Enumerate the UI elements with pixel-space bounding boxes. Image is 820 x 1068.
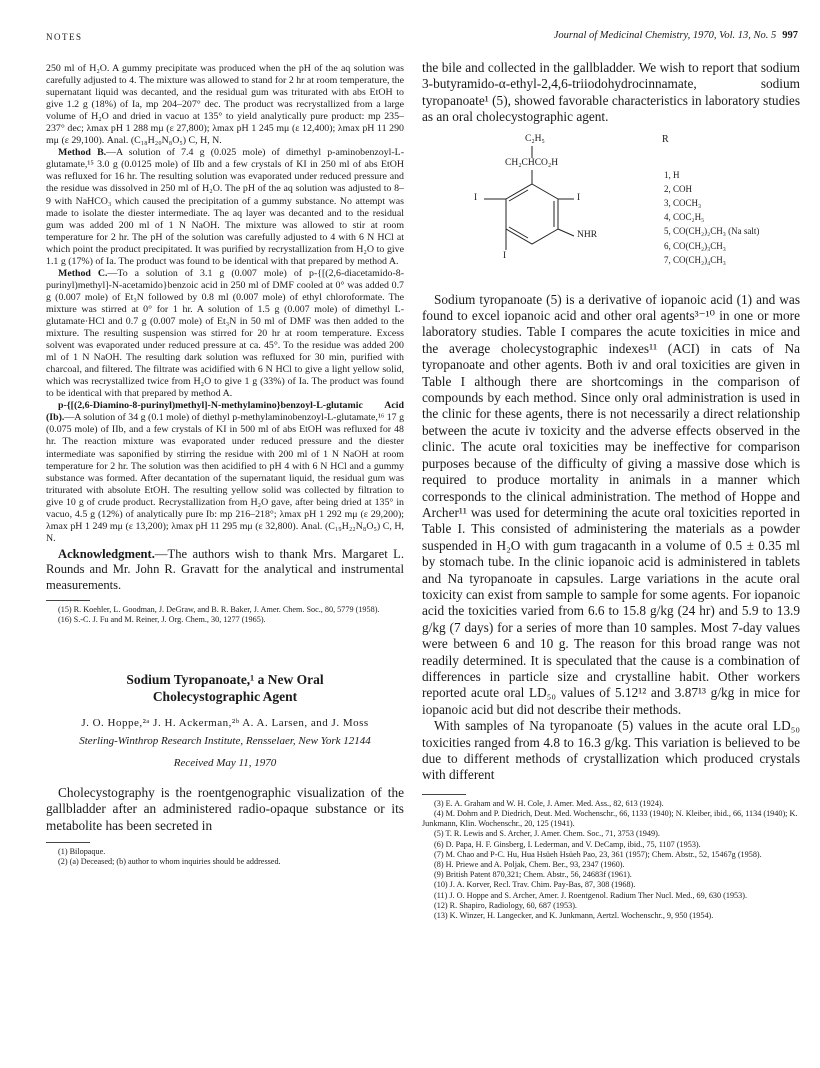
acknowledgment (46, 547, 404, 594)
report-paragraph (422, 60, 800, 126)
r-group-item: 3, COCH₃ (664, 198, 702, 209)
article-title-line-2: Cholecystographic Agent (152, 689, 298, 705)
compound-ib-paragraph (46, 400, 404, 545)
r-group-item: 2, COH (664, 183, 693, 194)
acknowledgment-text: —The authors wish to thank Mrs. Margaret L. Rounds and Mr. John R. Gravatt for the analytical and instrumental measurements. (46, 546, 404, 593)
reference-item: (3) E. A. Graham and W. H. Cole, J. Amer. Med. Ass., 82, 613 (1924). (434, 798, 664, 808)
side-chain-label: CH₂CHCO₂H (505, 157, 559, 168)
method-b-text: —A solution of 7.4 g (0.025 mole) of dimethyl p-aminobenzoyl-L-glutamate,¹⁵ 3.0 g (0.0125 mole) of IIb and a few crystals of KI in 250 ml of abs EtOH was refluxed for 16 hr. The resulting solution was evaporated under reduced pressure and the residue was dissolved in 250 ml of H₂O. The pH of the aq solution was adjusted to 8–9 with NaHCO₃ which caused the precipitation of a gummy substance. No attempt was made to isolate the diester intermediate. The aq layer was decanted and to the residual gum was added 200 ml of 1 N NaOH. The mixture was allowed to stir at room temperature for 2 hr. The pH of the solution was carefully adjusted to 4 with 6 N HCl at which point the product precipitated. It was purified by recrystallization from H₂O to give 1.1 g (17%) of Ia. The product was found to be identical with that prepared by method A. (46, 147, 405, 267)
footnote-item: (1) Bilopaque. (58, 847, 106, 857)
reference-item: (13) K. Winzer, H. Langecker, and K. Junkmann, Aertzl. Wochenschr., 9, 950 (1954). (434, 911, 714, 921)
iodo-bottom-label: I (503, 250, 507, 261)
references-right (422, 799, 800, 921)
reference-item: (5) T. R. Lewis and S. Archer, J. Amer. Chem. Soc., 71, 3753 (1949). (434, 829, 660, 839)
amide-label: NHR (577, 229, 598, 240)
acknowledgment-heading: Acknowledgment. (58, 546, 155, 561)
discussion-paragraph: With samples of Na tyropanoate (5) values in the acute oral LD₅₀ toxicities ranged from 4.8 to 16.3 g/kg. This variation is believed to be due to different methods of crystallization which produced crystals with different (422, 718, 800, 783)
footnote-rule (422, 794, 466, 795)
journal-citation: Journal of Medicinal Chemistry, 1970, Vol. 13, No. 5 (553, 30, 777, 41)
footnotes-left (46, 847, 404, 867)
compound-ib-heading: p-{[(2,6-Diamino-8-purinyl)methyl]-N-methylamino}benzoyl-L-glutamic Acid (Ib). (46, 400, 404, 424)
received-date: Received May 11, 1970 (173, 757, 277, 770)
intro-paragraph (46, 785, 404, 834)
r-group-item: 7, CO(CH₂)₄CH₃ (664, 254, 726, 265)
iodo-right-label: I (577, 192, 581, 203)
benzene-ring-drawing (462, 132, 662, 282)
reference-item: (11) J. O. Hoppe and S. Archer, Amer. J. Roentgenol. Radium Ther Nucl. Med., 69, 630 (1953). (434, 890, 748, 900)
reference-item: (15) R. Koehler, L. Goodman, J. DeGraw, and B. R. Baker, J. Amer. Chem. Soc., 80, 5779 (1958). (58, 604, 380, 614)
footnote-rule (46, 842, 90, 843)
running-header-left: NOTES (46, 32, 83, 42)
paragraph-continued: 250 ml of H₂O. A gummy precipitate was produced when the pH of the aq solution was carefully adjusted to 4. The mixture was allowed to stand for 2 hr at room temperature, the supernatant liquid was decanted, and the residual gum was triturated with abs EtOH to give 1.2 g (18%) of Ia, mp 204–207° dec. The product was recrystallized from a large volume of H₂O and dried in vacuo at 135° to yield analytically pure product: mp 235–237° dec; λmax pH 1 288 mμ (ε 27,800); λmax pH 1 245 mμ (ε 12,400); λmax pH 11 290 mμ (ε 29,100). Anal. (C₁₈H₂₀N₈O₅) C, H, N. (46, 63, 404, 147)
r-group-item: 6, CO(CH₂)₃CH₃ (664, 240, 726, 251)
method-c-paragraph (46, 268, 404, 401)
r-group-item: 1, H (664, 169, 680, 180)
method-b-heading: Method B. (58, 147, 107, 159)
method-c-text: —To a solution of 3.1 g (0.007 mole) of p-{[(2,6-diacetamido-8-purinyl)methyl]-N-acetamido}benzoic acid in 250 ml of DMF cooled at 0° was added 0.7 g (0.007 mole) of Et₃N followed by 0.8 ml (0.007 mole) of ethyl chloroformate. The mixture was stirred at 0° for 1 hr. A solution of 1.5 g (0.007 mole) of dimethyl L-glutamate·HCl and 0.7 g (0.007 mole) of Et₃N in 50 ml of DMF was then added to the mixture. The resulting suspension was stirred for 20 hr at room temperature. Excess solvent was evaporated under reduced pressure at ca. 45°. To the residue was added 200 ml of 1 N NaOH. The resulting dark solution was refluxed for 30 min, purified with charcoal, and filtered. The filtrate was acidified with 6 N HCl to give a light yellow solid, which was recrystallized twice from H₂O to give 1 g (33%) of Ia. The product was found to be identical with that prepared by method A. (46, 267, 404, 400)
reference-item: (6) D. Papa, H. F. Ginsberg, I. Lederman, and V. DeCamp, ibid., 75, 1107 (1953). (434, 839, 701, 849)
method-b-paragraph (46, 147, 404, 267)
authors: J. O. Hoppe,²ᵃ J. H. Ackerman,²ᵇ A. A. Larsen, and J. Moss (81, 717, 369, 730)
chemical-structure (422, 132, 800, 282)
affiliation: Sterling-Winthrop Research Institute, Rensselaer, New York 12144 (79, 735, 371, 748)
r-group-item: 5, CO(CH₂)₂CH₃ (Na salt) (664, 226, 760, 237)
footnote-item: (2) (a) Deceased; (b) author to whom inquiries should be addressed. (58, 857, 281, 867)
report-text: the bile and collected in the gallbladder. We wish to report that sodium 3-butyramido-α-ethyl-2,4,6-triiodohydrocinnamate, sodium tyropanoate¹ (5), showed favorable characteristics in laboratory studies as an oral cholecystographic agent. (422, 60, 800, 125)
ethyl-label: C₂H₅ (525, 133, 545, 144)
references-left (46, 605, 404, 625)
reference-item: (10) J. A. Korver, Recl. Trav. Chim. Pay-Bas, 87, 308 (1968). (434, 880, 636, 890)
running-header-right (554, 30, 798, 41)
page-number: 997 (782, 30, 798, 41)
discussion-paragraph: Sodium tyropanoate (5) is a derivative of iopanoic acid (1) and was found to excel iopanoic acid and other oral agents³⁻¹⁰ in one or more laboratory studies. Table I compares the acute toxicities in mice and the average cholecystographic indexes¹¹ (ACI) in cats of Na tyropanoate and other agents. Both iv and oral toxicities are given in Table I although there are shortcomings in the comparison of compounds by each method. Since only oral administration is used in the clinic for these agents, there is not necessarily a direct relationship between the acute iv toxicity and the adverse effects observed in the clinic. The acute oral toxicities may be ineffective for comparison purposes because of the difficulty of giving a massive dose which is required to produce mortality in animals in a manner which corresponds to the clinical administration. The method of Hoppe and Archer¹¹ was used for determining the acute oral toxicities reported in Table I. This consisted of administering the materials as a powder suspended in H₂O with gum tragacanth in a volume of 0.5 ± 0.35 ml by stomach tube. In the clinic iopanoic acid is administered in tablets and Na tyropanoate in capsules. Large variations in the acute oral toxicity can exist from sample to sample for some agents. For iopanoic acid the toxicities varied from 6.6 to 15.8 g/kg (24 hr) and 5.9 to 13.9 g/kg (7 days) for a series of more than 10 samples. Most 7-day values were between 6 and 10 g. The reason for this broad range was not readily determined. It is speculated that the cause is a combination of differences in particle size and crystalline habit. Other workers reported acute oral LD₅₀ values of 5.12¹² and 3.87¹³ g/kg in mice for iopanoic acid but did not describe their methods. (422, 291, 800, 717)
right-column (422, 60, 800, 921)
intro-text: Cholecystography is the roentgenographic visualization of the gallbladder after an administered radio-opaque substance or its metabolite has been secreted in (46, 785, 404, 833)
compound-ib-text: —A solution of 34 g (0.1 mole) of diethyl p-methylaminobenzoyl-L-glutamate,¹⁶ 17 g (0.075 mole) of IIb, and a few crystals of KI in 500 ml of abs EtOH was refluxed for 48 hr. The reaction mixture was evaporated under reduced pressure and the diester intermediate was saponified by stirring the residue with 200 ml of 1 N NaOH at room temperature for 2 hr. The solution was then acidified to pH 4 with 6 N HCl and a gummy substance was formed. After decantation of the supernatant liquid, the residual gum was triturated with absolute EtOH. The resulting yellow solid was collected by filtration to give 10 g of crude product. Recrystallization from H₂O gave, after being dried at 135° in vacuo, 4.5 g (12%) of analytically pure Ib: mp 216–218°; λmax pH 1 292 mμ (ε 29,200); λmax pH 1 249 mμ (ε 13,200); λmax pH 11 295 mμ (ε 32,800). Anal. (C₁₉H₂₂N₈O₅) C, H, N. (46, 412, 405, 544)
reference-item: (12) R. Shapiro, Radiology, 60, 687 (1953). (434, 900, 577, 910)
article-title-line-1: Sodium Tyropanoate,¹ a New Oral (126, 672, 324, 688)
reference-item: (4) M. Dohrn and P. Diedrich, Deut. Med. Wochenschr., 66, 1133 (1940); N. Kleiber, ibid., 66, 1134 (1940); K. Junkmann, Klin. Wochenschr., 20, 125 (1941). (422, 809, 798, 829)
experimental-text (46, 63, 404, 545)
reference-item: (16) S.-C. J. Fu and M. Reiner, J. Org. Chem., 30, 1277 (1965). (58, 614, 266, 624)
r-group-list (664, 168, 759, 267)
left-column (46, 63, 404, 868)
r-group-item: 4, COC₂H₅ (664, 212, 705, 223)
r-group-header: R (662, 133, 669, 145)
discussion (422, 292, 800, 784)
reference-item: (9) British Patent 870,321; Chem. Abstr., 56, 24683f (1961). (434, 870, 632, 880)
reference-item: (8) H. Priewe and A. Poljak, Chem. Ber., 93, 2347 (1960). (434, 860, 625, 870)
method-c-heading: Method C. (58, 267, 108, 279)
reference-item: (7) M. Chao and P-C. Hu, Hua Hsüeh Hsüeh Pao, 23, 361 (1957); Chem. Abstr., 52, 15467g (1958). (434, 849, 762, 859)
iodo-left-label: I (474, 192, 478, 203)
footnote-rule (46, 600, 90, 601)
